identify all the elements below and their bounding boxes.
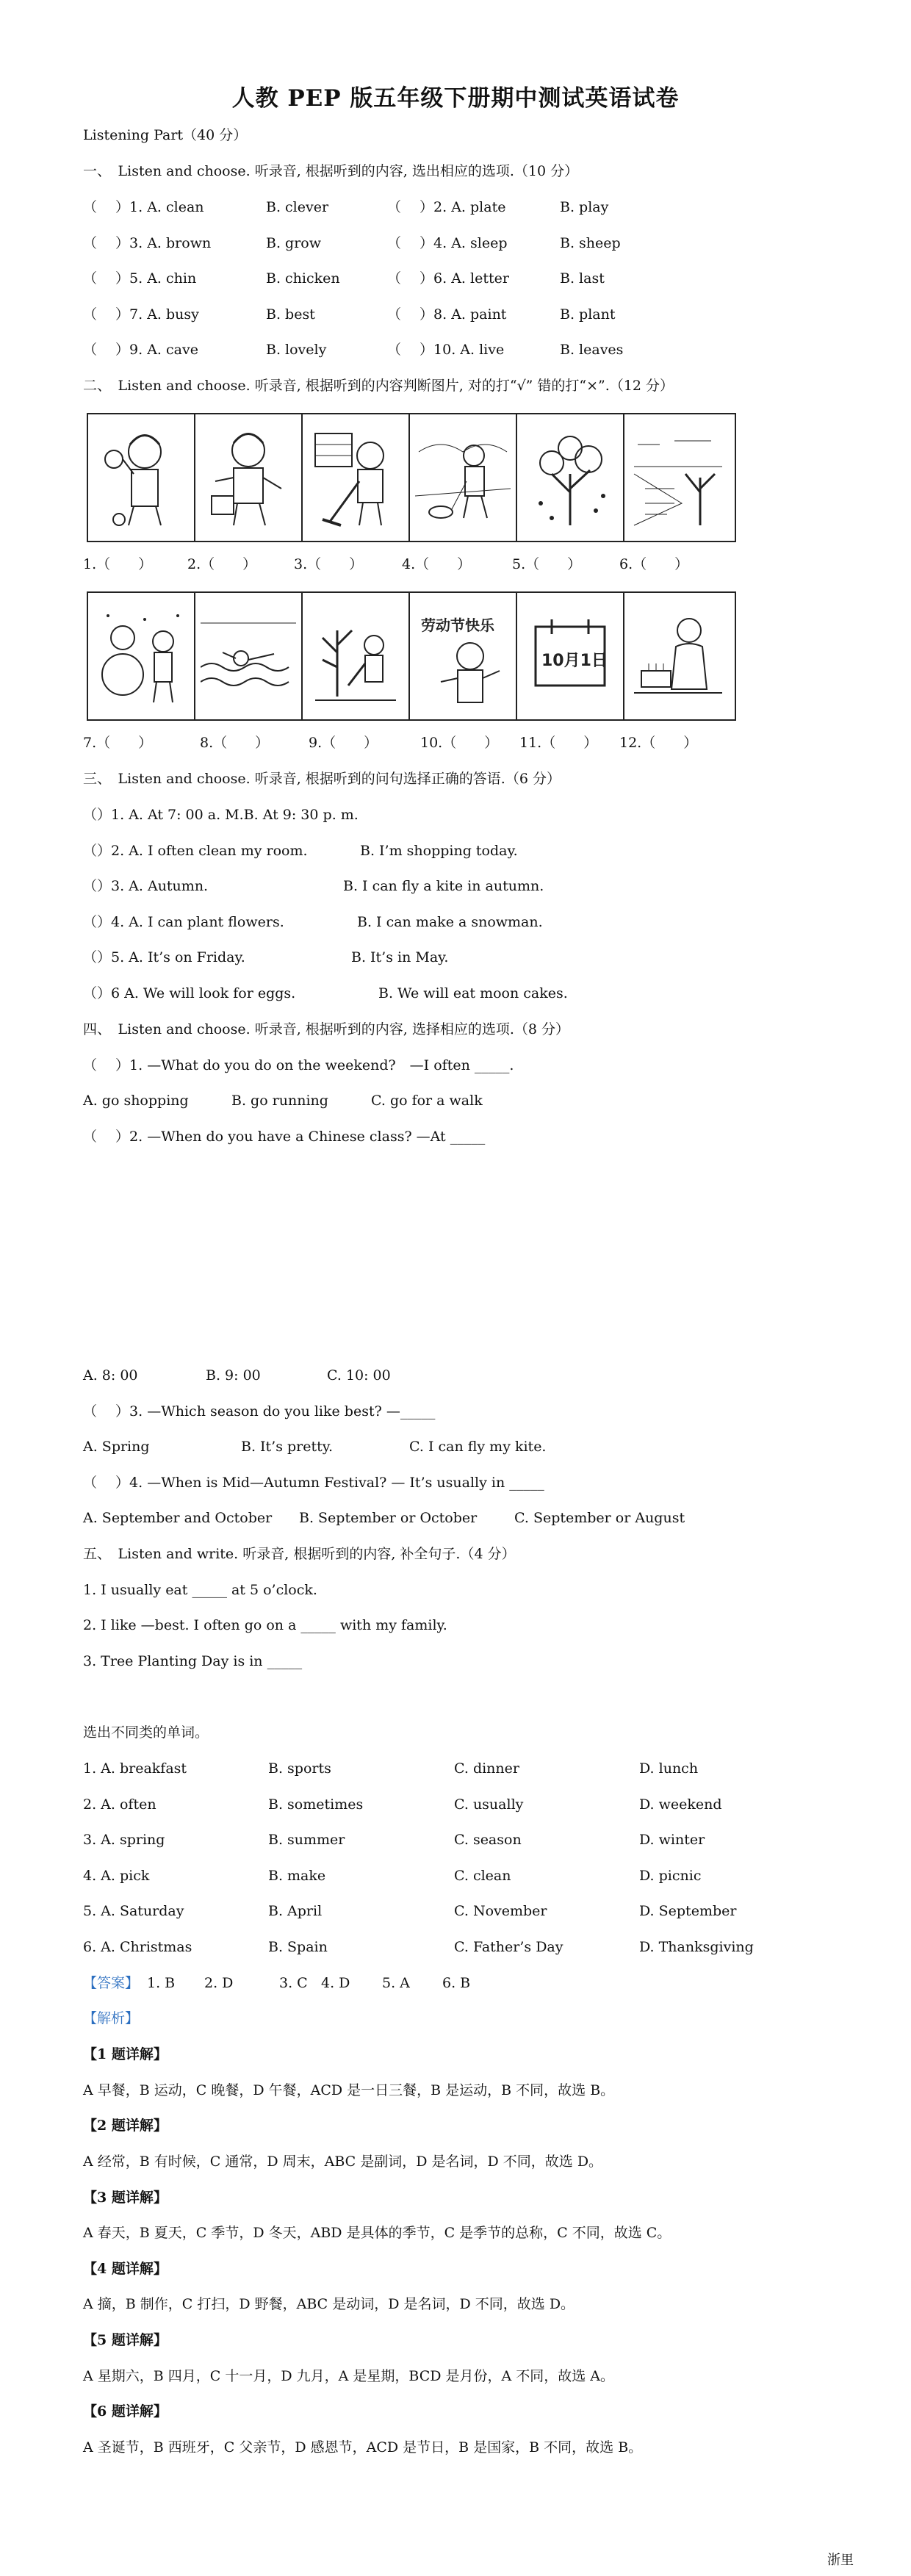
answer-label: 【答案】 <box>83 1975 140 1991</box>
list-item: 6.（ ） <box>619 556 689 572</box>
list-item: B. I can fly a kite in autumn. <box>343 878 544 894</box>
list-item: B. lovely <box>266 342 327 358</box>
picture-row-2 <box>87 591 736 721</box>
detail-text: A 春天，B 夏天，C 季节，D 冬天，ABD 是具体的季节，C 是季节的总称，C 不同，故选 C。 <box>83 2225 671 2241</box>
list-item: C. dinner <box>454 1760 519 1777</box>
list-item: 5.（ ） <box>512 556 582 572</box>
detail-text: A 经常，B 有时候，C 通常，D 周末，ABC 是副词，D 是名词，D 不同，故选 D。 <box>83 2154 603 2170</box>
section-6-heading: 选出不同类的单词。 <box>83 1724 209 1741</box>
list-item: D. September <box>639 1903 737 1919</box>
list-item: 2.（ ） <box>187 556 257 572</box>
list-item: B. sports <box>268 1760 331 1777</box>
list-item: （ ）1. A. clean <box>83 199 204 215</box>
detail-title: 【6 题详解】 <box>83 2403 168 2420</box>
option: B. September or October <box>299 1510 478 1526</box>
list-item: 3.（ ） <box>294 556 364 572</box>
list-item: 11.（ ） <box>519 735 598 751</box>
section-2-heading: 二、 Listen and choose. 听录音, 根据听到的内容判断图片, 对的打“√” 错的打“×”.（12 分） <box>83 378 674 394</box>
option: B. It’s pretty. <box>241 1439 334 1455</box>
answer-item: 3. C <box>279 1975 308 1991</box>
picture-row-1 <box>87 413 736 542</box>
list-item: B. I’m shopping today. <box>360 843 518 859</box>
section-1-heading: 一、 Listen and choose. 听录音, 根据听到的内容, 选出相应的选项.（10 分） <box>83 163 579 179</box>
list-item: D. picnic <box>639 1868 702 1884</box>
list-item: 4.（ ） <box>402 556 472 572</box>
list-item: 1. A. breakfast <box>83 1760 187 1777</box>
detail-text: A 星期六，B 四月，C 十一月，D 九月，A 是星期，BCD 是月份，A 不同，故选 A。 <box>83 2368 615 2384</box>
list-item: B. Spain <box>268 1939 328 1955</box>
picture-grandma-cake <box>624 593 732 719</box>
list-item: 12.（ ） <box>619 735 698 751</box>
list-item: D. Thanksgiving <box>639 1939 754 1955</box>
list-item: 1.（ ） <box>83 556 153 572</box>
list-item: 6. A. Christmas <box>83 1939 192 1955</box>
option: C. I can fly my kite. <box>409 1439 547 1455</box>
list-item: 5. A. Saturday <box>83 1903 184 1919</box>
list-item: （ ）8. A. paint <box>387 306 507 323</box>
list-item: 10.（ ） <box>420 735 499 751</box>
list-item: B. leaves <box>560 342 624 358</box>
list-item: （ ）3. A. brown <box>83 235 212 251</box>
list-item: B. plant <box>560 306 616 323</box>
list-item: 2. A. often <box>83 1796 156 1813</box>
list-item: B. sometimes <box>268 1796 364 1813</box>
list-item: （ ）5. A. chin <box>83 270 197 287</box>
answer-item: 6. B <box>442 1975 471 1991</box>
list-item: 4. A. pick <box>83 1868 150 1884</box>
detail-title: 【4 题详解】 <box>83 2261 168 2277</box>
list-item: （ ）4. A. sleep <box>387 235 508 251</box>
list-item: C. usually <box>454 1796 524 1813</box>
list-item: （）4. A. I can plant flowers. <box>83 914 284 930</box>
option: C. go for a walk <box>371 1093 483 1109</box>
analysis-label: 【解析】 <box>83 2010 140 2026</box>
detail-title: 【5 题详解】 <box>83 2332 168 2348</box>
list-item: （ ）2. A. plate <box>387 199 506 215</box>
section-3-heading: 三、 Listen and choose. 听录音, 根据听到的问句选择正确的答语.（6 分） <box>83 771 561 787</box>
picture-snowman <box>88 593 195 719</box>
list-item: 3. Tree Planting Day is in _____ <box>83 1653 303 1669</box>
picture-labour-day <box>410 593 517 719</box>
answer-item: 2. D <box>204 1975 234 1991</box>
picture-autumn-leaves <box>517 414 624 541</box>
section-5-heading: 五、 Listen and write. 听录音, 根据听到的内容, 补全句子.（4 分） <box>83 1546 516 1562</box>
list-item: B. I can make a snowman. <box>357 914 543 930</box>
detail-title: 【1 题详解】 <box>83 2046 168 2062</box>
list-item: （ ）10. A. live <box>387 342 505 358</box>
option: B. go running <box>231 1093 328 1109</box>
list-item: B. It’s in May. <box>351 949 449 965</box>
list-item: 3. A. spring <box>83 1832 165 1848</box>
question: （ ）2. —When do you have a Chinese class? —At _____ <box>83 1129 486 1145</box>
option: A. September and October <box>83 1510 273 1526</box>
option: A. Spring <box>83 1439 150 1455</box>
picture-calendar <box>517 593 624 719</box>
svg-text:劳动节快乐: 劳动节快乐 <box>421 616 494 634</box>
list-item: B. last <box>560 270 605 287</box>
list-item: C. season <box>454 1832 522 1848</box>
page-title: 人教 PEP 版五年级下册期中测试英语试卷 <box>231 85 680 112</box>
list-item: B. We will eat moon cakes. <box>378 985 568 1001</box>
list-item: （）6 A. We will look for eggs. <box>83 985 296 1001</box>
picture-swimming <box>195 593 303 719</box>
option: C. September or August <box>514 1510 685 1526</box>
svg-text:10月1日: 10月1日 <box>541 652 608 670</box>
answer-item: 1. B <box>147 1975 176 1991</box>
list-item: C. Father’s Day <box>454 1939 563 1955</box>
listening-part-label: Listening Part（40 分） <box>83 127 248 143</box>
answer-item: 4. D <box>321 1975 350 1991</box>
list-item: B. April <box>268 1903 323 1919</box>
picture-girl-walking-dog <box>410 414 517 541</box>
list-item: （ ）9. A. cave <box>83 342 198 358</box>
list-item: 7.（ ） <box>83 735 153 751</box>
list-item: 2. I like —best. I often go on a _____ with my family. <box>83 1617 447 1633</box>
option: B. 9: 00 <box>206 1367 261 1384</box>
list-item: B. chicken <box>266 270 340 287</box>
list-item: B. summer <box>268 1832 345 1848</box>
section-4-heading: 四、 Listen and choose. 听录音, 根据听到的内容, 选择相应的选项.（8 分） <box>83 1021 570 1037</box>
list-item: 9.（ ） <box>309 735 378 751</box>
list-item: （）3. A. Autumn. <box>83 878 209 894</box>
list-item: B. best <box>266 306 315 323</box>
list-item: D. winter <box>639 1832 705 1848</box>
detail-text: A 圣诞节，B 西班牙，C 父亲节，D 感恩节，ACD 是节日，B 是国家，B 不同，故选 B。 <box>83 2439 643 2456</box>
list-item: C. clean <box>454 1868 511 1884</box>
list-item: B. play <box>560 199 609 215</box>
list-item: D. lunch <box>639 1760 699 1777</box>
question: （ ）1. —What do you do on the weekend? —I often _____. <box>83 1057 514 1073</box>
picture-girl-sweeping <box>303 414 410 541</box>
list-item: 1. I usually eat _____ at 5 o’clock. <box>83 1582 317 1598</box>
list-item: （）1. A. At 7: 00 a. M.B. At 9: 30 p. m. <box>83 807 359 823</box>
picture-girl-phone <box>88 414 195 541</box>
detail-title: 【2 题详解】 <box>83 2118 168 2134</box>
option: A. 8: 00 <box>83 1367 138 1384</box>
footer-mark: 浙里 <box>827 2552 854 2568</box>
detail-title: 【3 题详解】 <box>83 2190 168 2206</box>
list-item: （ ）6. A. letter <box>387 270 509 287</box>
picture-girl-cleaning <box>195 414 303 541</box>
list-item: B. make <box>268 1868 326 1884</box>
list-item: （ ）7. A. busy <box>83 306 199 323</box>
list-item: （）2. A. I often clean my room. <box>83 843 308 859</box>
list-item: B. grow <box>266 235 321 251</box>
list-item: （）5. A. It’s on Friday. <box>83 949 245 965</box>
question: （ ）3. —Which season do you like best? —_____ <box>83 1403 436 1420</box>
answer-item: 5. A <box>382 1975 410 1991</box>
list-item: D. weekend <box>639 1796 722 1813</box>
option: C. 10: 00 <box>327 1367 391 1384</box>
list-item: 8.（ ） <box>200 735 270 751</box>
list-item: B. clever <box>266 199 329 215</box>
detail-text: A 早餐，B 运动，C 晚餐，D 午餐，ACD 是一日三餐，B 是运动，B 不同，故选 B。 <box>83 2082 615 2098</box>
list-item: C. November <box>454 1903 547 1919</box>
option: A. go shopping <box>83 1093 189 1109</box>
list-item: B. sheep <box>560 235 621 251</box>
picture-planting-tree <box>303 593 410 719</box>
question: （ ）4. —When is Mid—Autumn Festival? — It’s usually in _____ <box>83 1475 544 1491</box>
picture-tree-field <box>624 414 732 541</box>
detail-text: A 摘，B 制作，C 打扫，D 野餐，ABC 是动词，D 是名词，D 不同，故选 D。 <box>83 2296 575 2312</box>
